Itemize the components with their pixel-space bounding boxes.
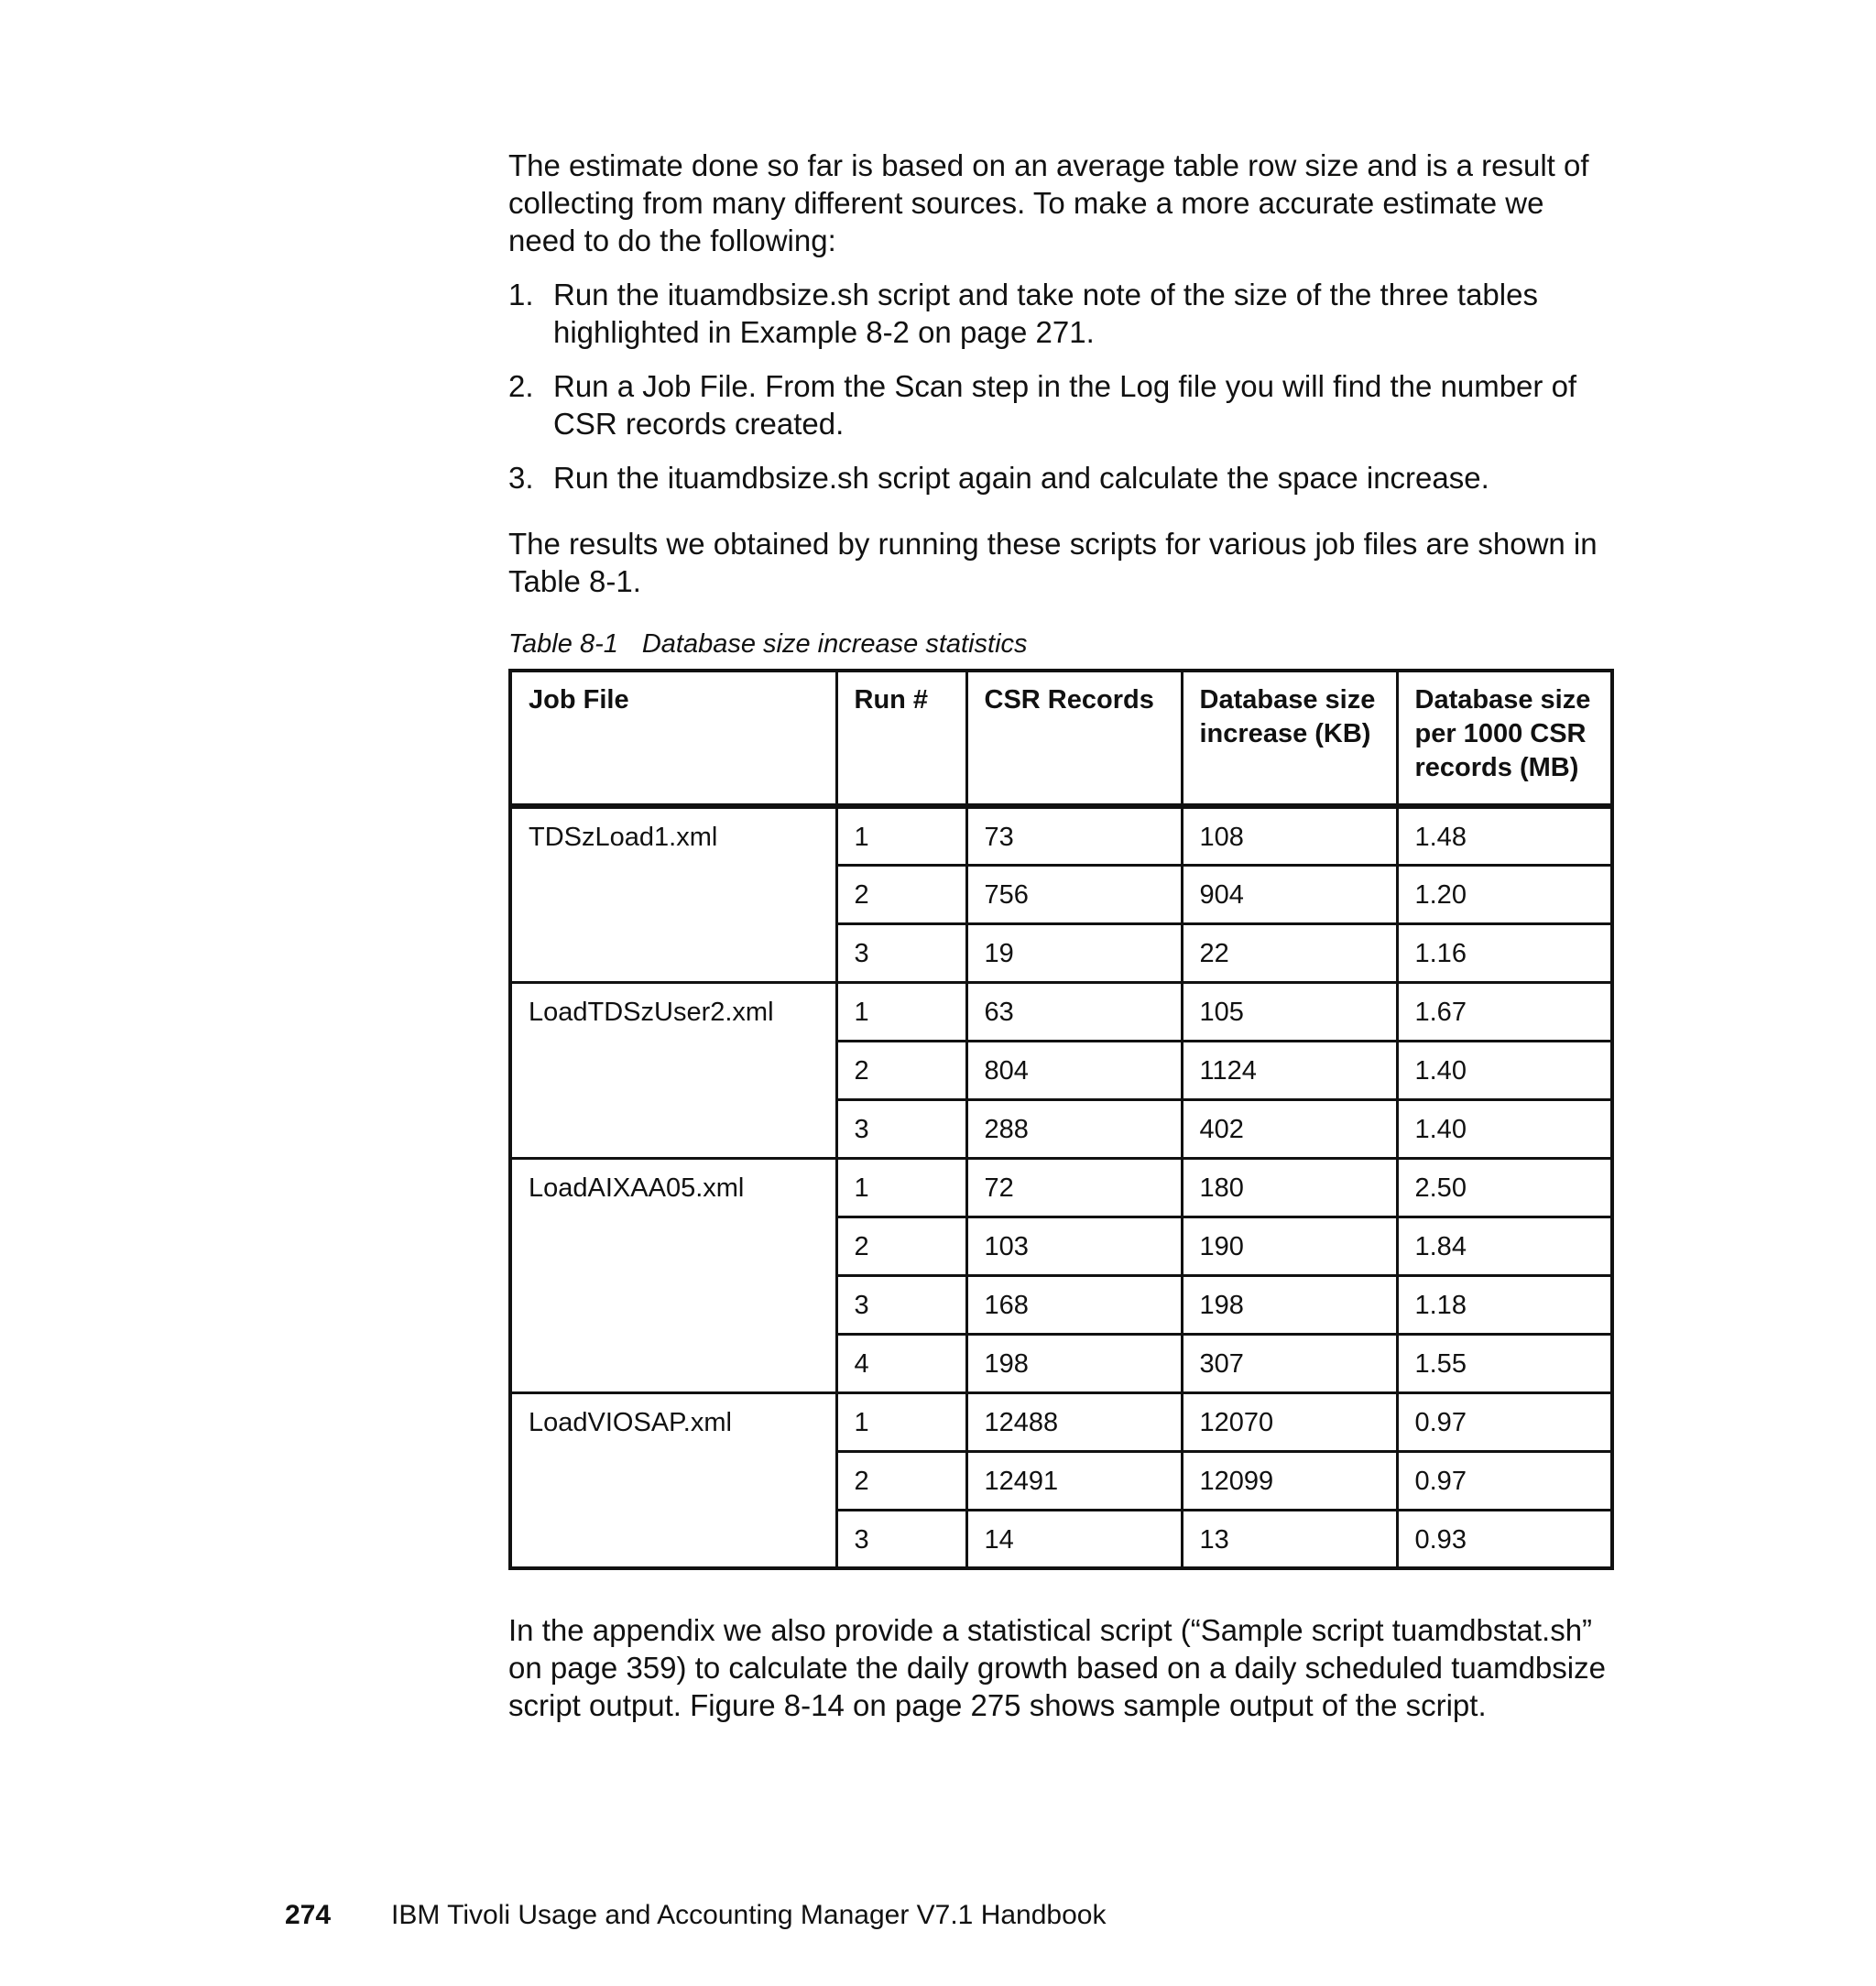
list-item bbox=[508, 276, 1608, 351]
increase-cell: 1124 bbox=[1182, 1041, 1397, 1099]
increase-cell: 13 bbox=[1182, 1510, 1397, 1568]
step-text: Run the ituamdbsize.sh script again and calculate the space increase. bbox=[553, 461, 1489, 495]
job-file-cell: TDSzLoad1.xml bbox=[510, 806, 836, 982]
csr-cell: 14 bbox=[966, 1510, 1182, 1568]
header-job-file: Job File bbox=[510, 671, 836, 806]
per1000-cell: 1.20 bbox=[1397, 865, 1612, 923]
table-caption bbox=[508, 627, 1608, 660]
page-number: 274 bbox=[285, 1900, 332, 1930]
increase-cell: 198 bbox=[1182, 1275, 1397, 1334]
run-cell: 1 bbox=[836, 1392, 966, 1451]
header-run: Run # bbox=[836, 671, 966, 806]
list-item bbox=[508, 459, 1608, 496]
job-file-cell: LoadAIXAA05.xml bbox=[510, 1158, 836, 1392]
run-cell: 3 bbox=[836, 1510, 966, 1568]
run-cell: 1 bbox=[836, 982, 966, 1041]
run-cell: 1 bbox=[836, 1158, 966, 1217]
per1000-cell: 1.84 bbox=[1397, 1217, 1612, 1275]
per1000-cell: 1.67 bbox=[1397, 982, 1612, 1041]
per1000-cell: 1.48 bbox=[1397, 806, 1612, 865]
csr-cell: 804 bbox=[966, 1041, 1182, 1099]
increase-cell: 307 bbox=[1182, 1334, 1397, 1392]
per1000-cell: 0.97 bbox=[1397, 1451, 1612, 1510]
step-text: Run the ituamdbsize.sh script and take note of the size of the three tables highlighted in Example 8-2 on page 271. bbox=[553, 278, 1538, 349]
csr-cell: 198 bbox=[966, 1334, 1182, 1392]
increase-cell: 904 bbox=[1182, 865, 1397, 923]
list-item bbox=[508, 367, 1608, 442]
csr-cell: 19 bbox=[966, 923, 1182, 982]
per1000-cell: 2.50 bbox=[1397, 1158, 1612, 1217]
per1000-cell: 1.40 bbox=[1397, 1099, 1612, 1158]
csr-cell: 103 bbox=[966, 1217, 1182, 1275]
run-cell: 2 bbox=[836, 1041, 966, 1099]
header-size-per-1000: Database size per 1000 CSR records (MB) bbox=[1397, 671, 1612, 806]
per1000-cell: 0.97 bbox=[1397, 1392, 1612, 1451]
csr-cell: 756 bbox=[966, 865, 1182, 923]
increase-cell: 190 bbox=[1182, 1217, 1397, 1275]
step-number: 2. bbox=[508, 369, 534, 403]
job-file-cell: LoadTDSzUser2.xml bbox=[510, 982, 836, 1158]
csr-cell: 12491 bbox=[966, 1451, 1182, 1510]
header-size-increase: Database size increase (KB) bbox=[1182, 671, 1397, 806]
csr-cell: 288 bbox=[966, 1099, 1182, 1158]
header-csr-records: CSR Records bbox=[966, 671, 1182, 806]
job-file-cell: LoadVIOSAP.xml bbox=[510, 1392, 836, 1568]
page-body bbox=[508, 147, 1608, 1724]
table-row bbox=[510, 982, 1612, 1041]
run-cell: 3 bbox=[836, 923, 966, 982]
table-row bbox=[510, 806, 1612, 865]
table-caption-number: Table 8-1 bbox=[508, 629, 618, 659]
step-number: 3. bbox=[508, 461, 534, 495]
per1000-cell: 1.55 bbox=[1397, 1334, 1612, 1392]
increase-cell: 108 bbox=[1182, 806, 1397, 865]
csr-cell: 63 bbox=[966, 982, 1182, 1041]
increase-cell: 12099 bbox=[1182, 1451, 1397, 1510]
per1000-cell: 1.18 bbox=[1397, 1275, 1612, 1334]
run-cell: 2 bbox=[836, 865, 966, 923]
page-footer bbox=[285, 1899, 1106, 1932]
table-row bbox=[510, 1392, 1612, 1451]
appendix-paragraph: In the appendix we also provide a statistical script (“Sample script tuamdbstat.sh” on page 359) to calculate the daily growth based on a daily scheduled tuamdbsize script output. Figure 8-14 on page 275 shows sample output of the script. bbox=[508, 1613, 1606, 1722]
per1000-cell: 0.93 bbox=[1397, 1510, 1612, 1568]
run-cell: 2 bbox=[836, 1451, 966, 1510]
steps-list bbox=[508, 276, 1608, 496]
per1000-cell: 1.40 bbox=[1397, 1041, 1612, 1099]
increase-cell: 180 bbox=[1182, 1158, 1397, 1217]
increase-cell: 22 bbox=[1182, 923, 1397, 982]
table-header-row bbox=[510, 671, 1612, 806]
increase-cell: 105 bbox=[1182, 982, 1397, 1041]
intro-paragraph: The estimate done so far is based on an average table row size and is a result of collecting from many different sources. To make a more accurate estimate we need to do the following: bbox=[508, 148, 1589, 257]
csr-cell: 72 bbox=[966, 1158, 1182, 1217]
database-size-table bbox=[508, 669, 1614, 1570]
per1000-cell: 1.16 bbox=[1397, 923, 1612, 982]
csr-cell: 168 bbox=[966, 1275, 1182, 1334]
csr-cell: 12488 bbox=[966, 1392, 1182, 1451]
results-paragraph: The results we obtained by running these scripts for various job files are shown in Table 8-1. bbox=[508, 527, 1598, 598]
run-cell: 2 bbox=[836, 1217, 966, 1275]
run-cell: 1 bbox=[836, 806, 966, 865]
step-text: Run a Job File. From the Scan step in the Log file you will find the number of CSR records created. bbox=[553, 369, 1577, 441]
csr-cell: 73 bbox=[966, 806, 1182, 865]
run-cell: 3 bbox=[836, 1275, 966, 1334]
run-cell: 3 bbox=[836, 1099, 966, 1158]
book-title: IBM Tivoli Usage and Accounting Manager V7.1 Handbook bbox=[391, 1900, 1107, 1930]
increase-cell: 12070 bbox=[1182, 1392, 1397, 1451]
step-number: 1. bbox=[508, 278, 534, 311]
table-row bbox=[510, 1158, 1612, 1217]
run-cell: 4 bbox=[836, 1334, 966, 1392]
increase-cell: 402 bbox=[1182, 1099, 1397, 1158]
table-caption-title: Database size increase statistics bbox=[641, 629, 1028, 659]
